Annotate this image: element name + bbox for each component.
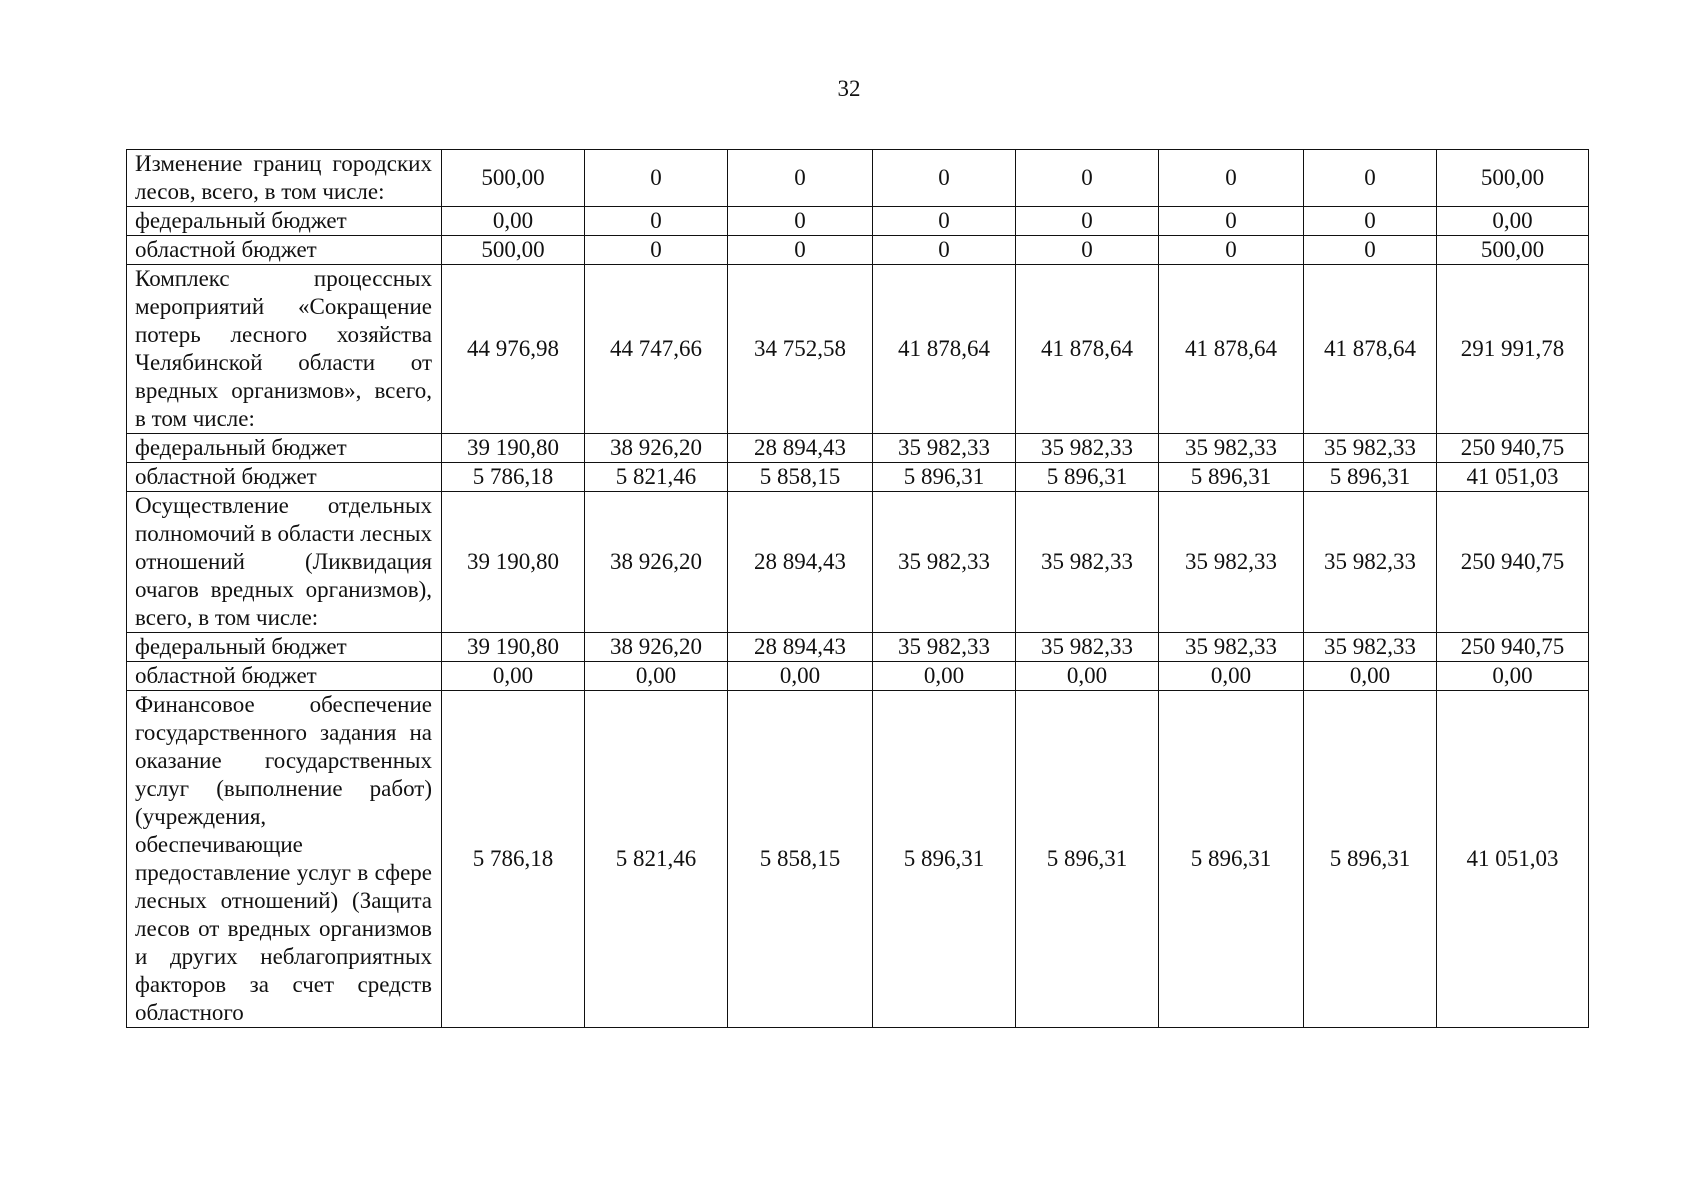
value-cell: 5 896,31 (1159, 463, 1304, 492)
value-cell: 39 190,80 (442, 633, 585, 662)
value-cell: 5 896,31 (1016, 691, 1159, 1028)
value-cell: 0 (1159, 207, 1304, 236)
value-cell: 5 896,31 (1159, 691, 1304, 1028)
value-cell: 0 (1016, 150, 1159, 207)
total-cell: 500,00 (1437, 236, 1589, 265)
table-row (127, 265, 1589, 434)
value-cell: 41 878,64 (1016, 265, 1159, 434)
value-cell: 0 (585, 150, 728, 207)
total-cell: 41 051,03 (1437, 463, 1589, 492)
row-label: федеральный бюджет (127, 434, 442, 463)
value-cell: 5 786,18 (442, 691, 585, 1028)
value-cell: 5 821,46 (585, 463, 728, 492)
value-cell: 500,00 (442, 236, 585, 265)
budget-table (126, 149, 1589, 1028)
value-cell: 41 878,64 (1304, 265, 1437, 434)
value-cell: 35 982,33 (1304, 434, 1437, 463)
value-cell: 38 926,20 (585, 434, 728, 463)
value-cell: 39 190,80 (442, 492, 585, 633)
value-cell: 28 894,43 (728, 492, 873, 633)
value-cell: 0 (873, 207, 1016, 236)
value-cell: 35 982,33 (1016, 633, 1159, 662)
row-label: Изменение границ городских лесов, всего, в том числе: (127, 150, 442, 207)
value-cell: 0 (728, 150, 873, 207)
table-row (127, 207, 1589, 236)
total-cell: 500,00 (1437, 150, 1589, 207)
value-cell: 35 982,33 (873, 434, 1016, 463)
total-cell: 250 940,75 (1437, 633, 1589, 662)
value-cell: 5 858,15 (728, 463, 873, 492)
value-cell: 0 (1016, 207, 1159, 236)
row-label: областной бюджет (127, 236, 442, 265)
value-cell: 500,00 (442, 150, 585, 207)
value-cell: 0 (728, 207, 873, 236)
row-label: Комплекс процессных мероприятий «Сокращение потерь лесного хозяйства Челябинской области от вредных организмов», всего, в том числе: (127, 265, 442, 434)
value-cell: 5 821,46 (585, 691, 728, 1028)
total-cell: 250 940,75 (1437, 492, 1589, 633)
table-row (127, 150, 1589, 207)
table-row (127, 463, 1589, 492)
value-cell: 5 896,31 (1016, 463, 1159, 492)
value-cell: 44 976,98 (442, 265, 585, 434)
total-cell: 291 991,78 (1437, 265, 1589, 434)
value-cell: 0,00 (1159, 662, 1304, 691)
table-row (127, 492, 1589, 633)
table-row (127, 434, 1589, 463)
table-row (127, 691, 1589, 1028)
value-cell: 35 982,33 (1016, 434, 1159, 463)
value-cell: 0,00 (1304, 662, 1437, 691)
value-cell: 0 (1159, 236, 1304, 265)
value-cell: 28 894,43 (728, 434, 873, 463)
value-cell: 0 (728, 236, 873, 265)
row-label: Осуществление отдельных полномочий в области лесных отношений (Ликвидация очагов вредных организмов), всего, в том числе: (127, 492, 442, 633)
row-label: федеральный бюджет (127, 207, 442, 236)
value-cell: 0,00 (442, 662, 585, 691)
value-cell: 0,00 (873, 662, 1016, 691)
table-row (127, 236, 1589, 265)
value-cell: 28 894,43 (728, 633, 873, 662)
value-cell: 5 896,31 (873, 463, 1016, 492)
value-cell: 5 786,18 (442, 463, 585, 492)
value-cell: 0 (1016, 236, 1159, 265)
value-cell: 35 982,33 (1159, 434, 1304, 463)
total-cell: 0,00 (1437, 207, 1589, 236)
value-cell: 38 926,20 (585, 633, 728, 662)
row-label: областной бюджет (127, 463, 442, 492)
row-label: областной бюджет (127, 662, 442, 691)
value-cell: 0 (1304, 207, 1437, 236)
value-cell: 35 982,33 (1304, 492, 1437, 633)
total-cell: 250 940,75 (1437, 434, 1589, 463)
value-cell: 0 (1304, 236, 1437, 265)
row-label: федеральный бюджет (127, 633, 442, 662)
page-number: 32 (837, 76, 861, 101)
value-cell: 0 (1304, 150, 1437, 207)
value-cell: 5 896,31 (1304, 463, 1437, 492)
value-cell: 0,00 (1016, 662, 1159, 691)
value-cell: 5 896,31 (1304, 691, 1437, 1028)
value-cell: 35 982,33 (873, 633, 1016, 662)
value-cell: 39 190,80 (442, 434, 585, 463)
total-cell: 0,00 (1437, 662, 1589, 691)
value-cell: 0,00 (585, 662, 728, 691)
row-label: Финансовое обеспечение государственного задания на оказание государственных услуг (выполнение работ) (учреждения, обеспечивающие предоставление услуг в сфере лесных отношений) (Защита лесов от вредных организмов и других неблагоприятных факторов за счет средств областного (127, 691, 442, 1028)
value-cell: 0 (873, 150, 1016, 207)
value-cell: 35 982,33 (1304, 633, 1437, 662)
value-cell: 5 858,15 (728, 691, 873, 1028)
value-cell: 0,00 (728, 662, 873, 691)
table-row (127, 662, 1589, 691)
value-cell: 41 878,64 (873, 265, 1016, 434)
total-cell: 41 051,03 (1437, 691, 1589, 1028)
value-cell: 41 878,64 (1159, 265, 1304, 434)
value-cell: 0 (1159, 150, 1304, 207)
value-cell: 38 926,20 (585, 492, 728, 633)
value-cell: 0 (873, 236, 1016, 265)
value-cell: 35 982,33 (873, 492, 1016, 633)
value-cell: 35 982,33 (1159, 492, 1304, 633)
value-cell: 0 (585, 236, 728, 265)
table-row (127, 633, 1589, 662)
value-cell: 0,00 (442, 207, 585, 236)
value-cell: 44 747,66 (585, 265, 728, 434)
value-cell: 0 (585, 207, 728, 236)
value-cell: 34 752,58 (728, 265, 873, 434)
value-cell: 35 982,33 (1159, 633, 1304, 662)
value-cell: 5 896,31 (873, 691, 1016, 1028)
value-cell: 35 982,33 (1016, 492, 1159, 633)
